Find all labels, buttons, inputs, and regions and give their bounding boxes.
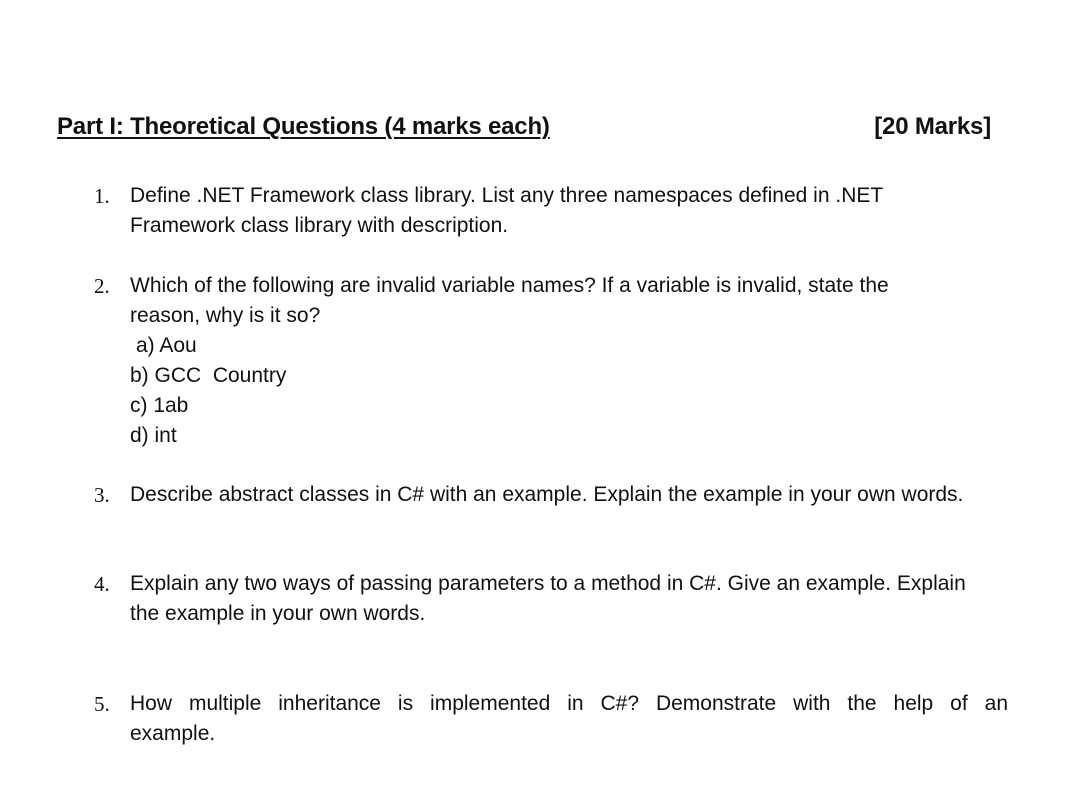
question-line: the example in your own words. (130, 602, 426, 625)
question-text (130, 181, 1010, 241)
section-title: Part I: Theoretical Questions (4 marks each) (57, 113, 550, 140)
question-line: Framework class library with description. (130, 214, 509, 237)
question-line: Which of the following are invalid variable names? If a variable is invalid, state the (130, 274, 889, 297)
question-number: 5. (94, 692, 110, 716)
option-c: c) 1ab (130, 394, 189, 417)
question-number: 3. (94, 483, 110, 507)
answer-options (130, 331, 286, 451)
total-marks: [20 Marks] (874, 113, 991, 140)
question-line: Define .NET Framework class library. List any three namespaces defined in .NET (130, 184, 884, 207)
question-line: Explain any two ways of passing parameters to a method in C#. Give an example. Explain (130, 572, 966, 595)
question-text (130, 569, 1010, 629)
question-number: 2. (94, 274, 110, 298)
question-number: 4. (94, 572, 110, 596)
question-text (130, 689, 1010, 749)
question-line: reason, why is it so? (130, 304, 321, 327)
question-text (130, 271, 1010, 331)
question-line: example. (130, 722, 216, 745)
option-d: d) int (130, 424, 177, 447)
option-a: a) Aou (136, 334, 197, 357)
section-header (57, 113, 991, 149)
question-line: Describe abstract classes in C# with an example. Explain the example in your own words. (130, 483, 964, 506)
question-number: 1. (94, 184, 110, 208)
option-b: b) GCC Country (130, 364, 287, 387)
question-line: How multiple inheritance is implemented in C#? Demonstrate with the help of an (130, 692, 1008, 715)
question-text (130, 480, 1010, 510)
